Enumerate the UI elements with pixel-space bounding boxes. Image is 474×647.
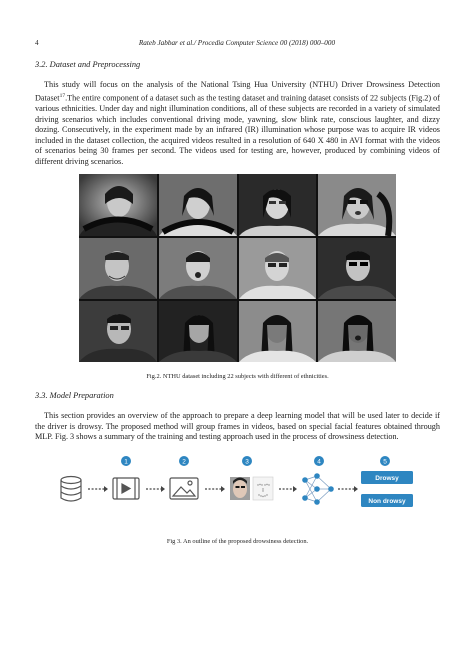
- figure-caption: Fig.2. NTHU dataset including 22 subjects with different of ethnicities.: [146, 373, 329, 380]
- step-number: 1: [124, 458, 128, 466]
- subject-photo: [159, 174, 237, 236]
- step-badge: [314, 456, 324, 466]
- arrow-head: [161, 486, 165, 492]
- subject-photo: [239, 238, 316, 299]
- citation-ref: 17: [59, 92, 66, 99]
- video-icon: [113, 478, 139, 499]
- paragraph: This section provides an overview of the approach to prepare a deep learning model that will be used later to decide if the driver is drowsy. The proposed method will group frames in videos, based on special facial features obtained through MLP. Fig. 3 shows a summary of the training and testing approach used in the process of drowsiness detection.: [35, 411, 440, 442]
- subject-photo: [318, 238, 396, 299]
- non-drowsy-output: [361, 494, 413, 507]
- figure-caption: Fig 3. An outline of the proposed drowsiness detection.: [166, 538, 309, 545]
- subject-photo: [239, 301, 316, 362]
- neural-network-icon: [302, 473, 334, 505]
- running-head: Rateb Jabbar et al./ Procedia Computer Science 00 (2018) 000–000: [138, 39, 336, 47]
- subject-photo: [318, 174, 396, 236]
- subject-photo: [79, 301, 157, 362]
- arrow-head: [293, 486, 297, 492]
- step-number: 3: [245, 458, 249, 466]
- facial-landmarks-icon: [253, 477, 273, 500]
- arrow-head: [354, 486, 358, 492]
- arrow-head: [104, 486, 108, 492]
- subject-photo-grid: [79, 174, 396, 362]
- drowsy-output: [361, 471, 413, 484]
- pipeline-diagram: [55, 454, 427, 530]
- subject-photo: [318, 301, 396, 362]
- subject-photo: [159, 301, 237, 362]
- output-label: Non drowsy: [368, 498, 406, 505]
- paragraph: [35, 80, 440, 167]
- output-label: Drowsy: [375, 475, 399, 482]
- arrow-head: [221, 486, 225, 492]
- paragraph-text: This study will focus on the analysis of the National Tsing Hua University (NTHU) Driver Drowsiness Detection Dataset: [35, 80, 440, 103]
- image-icon: [170, 478, 198, 499]
- subject-photo: [239, 174, 316, 236]
- step-badge: [121, 456, 131, 466]
- section-title: 3.2. Dataset and Preprocessing: [35, 60, 141, 69]
- subject-photo: [79, 238, 157, 299]
- step-number: 5: [383, 458, 387, 466]
- subject-photo: [159, 238, 237, 299]
- step-badge: [380, 456, 390, 466]
- subject-photo: [79, 174, 157, 236]
- step-badge: [242, 456, 252, 466]
- section-title: 3.3. Model Preparation: [35, 391, 114, 400]
- database-icon: [61, 477, 81, 502]
- paragraph-text: .The entire component of a dataset such as the testing dataset and training dataset consists of 22 subjects (Fig.2) of various ethnicities. Under day and night illumination conditions, all of these subjects are recorded in a variety of simulated driving scenarios which includes conventional driving mode, yawning, slow blink rate, conscious laughter, and dizzy dozing. Consecutively, in the experiment made by an infrared (IR) illumination whose purpose was to acquire IR videos included in the dataset collection, the acquired videos resulted in a resolution of 640 X 480 in AVI format with the videos of scenarios being 30 frames per second. The videos used for testing are, however, produced by combining videos of different driving scenarios.: [35, 93, 440, 166]
- step-number: 2: [182, 458, 186, 466]
- step-badge: [179, 456, 189, 466]
- step-number: 4: [317, 458, 321, 466]
- page-number: 4: [35, 39, 39, 47]
- face-crop-icon: [230, 477, 250, 500]
